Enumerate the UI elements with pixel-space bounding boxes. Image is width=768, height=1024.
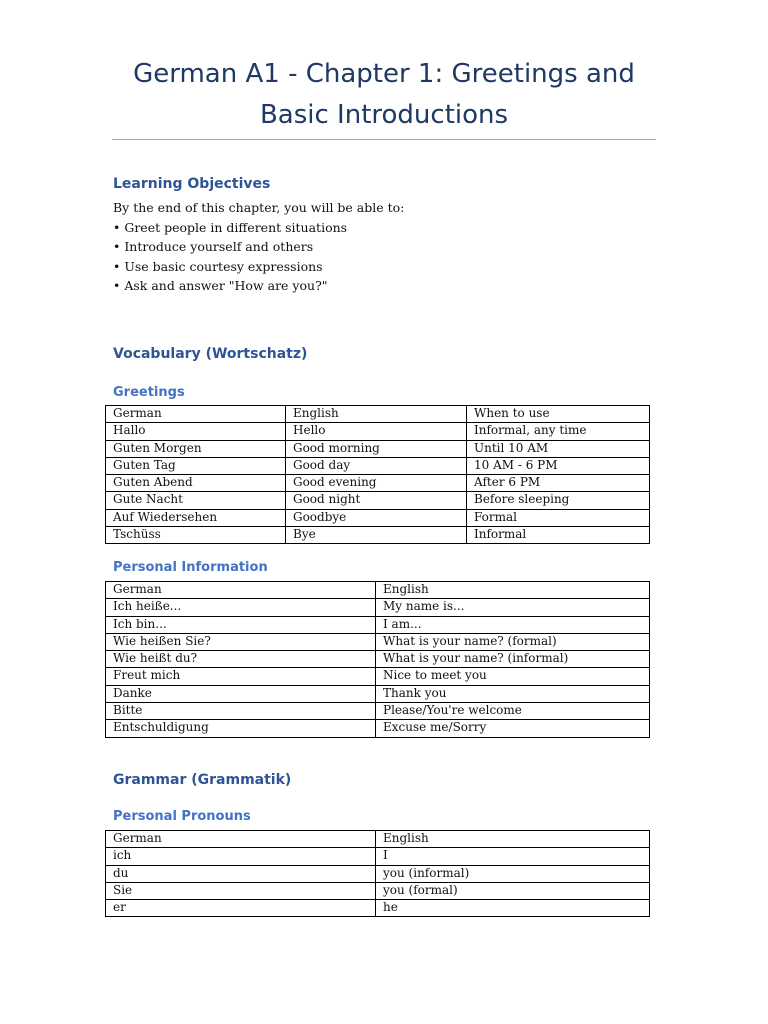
table-cell: German — [106, 406, 286, 423]
table-cell: Excuse me/Sorry — [376, 720, 650, 737]
table-cell: My name is... — [376, 599, 650, 616]
table-cell: Bitte — [106, 703, 376, 720]
table-row — [106, 848, 650, 865]
table-header-row — [106, 582, 650, 599]
table-cell: Formal — [467, 509, 650, 526]
table-cell: Informal — [467, 527, 650, 544]
table-cell: Please/You're welcome — [376, 703, 650, 720]
table-row — [106, 440, 650, 457]
table-cell: Nice to meet you — [376, 668, 650, 685]
table-cell: Bye — [286, 527, 467, 544]
vocabulary-heading: Vocabulary (Wortschatz) — [113, 346, 308, 362]
objective-item: • Use basic courtesy expressions — [113, 258, 323, 274]
table-cell: he — [376, 900, 650, 917]
table-cell: Guten Tag — [106, 457, 286, 474]
table-cell: Hello — [286, 423, 467, 440]
table-row — [106, 616, 650, 633]
table-cell: Entschuldigung — [106, 720, 376, 737]
table-cell: When to use — [467, 406, 650, 423]
table-cell: Ich heiße... — [106, 599, 376, 616]
table-header-row — [106, 831, 650, 848]
table-cell: Guten Morgen — [106, 440, 286, 457]
table-cell: I — [376, 848, 650, 865]
personal-information-table — [105, 581, 650, 738]
table-cell: I am... — [376, 616, 650, 633]
table-row — [106, 633, 650, 650]
table-cell: Good morning — [286, 440, 467, 457]
personal-pronouns-table — [105, 830, 650, 917]
table-cell: Guten Abend — [106, 475, 286, 492]
table-cell: What is your name? (informal) — [376, 651, 650, 668]
table-row — [106, 651, 650, 668]
table-cell: Hallo — [106, 423, 286, 440]
table-cell: Good evening — [286, 475, 467, 492]
table-row — [106, 423, 650, 440]
table-row — [106, 457, 650, 474]
table-row — [106, 509, 650, 526]
objective-item: • Greet people in different situations — [113, 219, 348, 235]
table-row — [106, 882, 650, 899]
greetings-heading: Greetings — [113, 385, 185, 400]
personal-information-heading: Personal Information — [113, 560, 268, 575]
table-cell: German — [106, 582, 376, 599]
table-cell: What is your name? (formal) — [376, 633, 650, 650]
table-cell: Wie heißt du? — [106, 651, 376, 668]
table-row — [106, 668, 650, 685]
table-row — [106, 703, 650, 720]
table-row — [106, 865, 650, 882]
learning-objectives-body — [113, 198, 653, 296]
table-cell: Thank you — [376, 685, 650, 702]
table-cell: Danke — [106, 685, 376, 702]
table-row — [106, 720, 650, 737]
table-cell: Good night — [286, 492, 467, 509]
table-cell: du — [106, 865, 376, 882]
table-cell: Informal, any time — [467, 423, 650, 440]
table-cell: you (informal) — [376, 865, 650, 882]
table-cell: Wie heißen Sie? — [106, 633, 376, 650]
table-cell: English — [376, 831, 650, 848]
table-row — [106, 900, 650, 917]
greetings-table — [105, 405, 650, 544]
grammar-heading: Grammar (Grammatik) — [113, 772, 292, 788]
table-row — [106, 599, 650, 616]
table-cell: you (formal) — [376, 882, 650, 899]
table-cell: Good day — [286, 457, 467, 474]
table-cell: ich — [106, 848, 376, 865]
learning-objectives-heading: Learning Objectives — [113, 176, 271, 192]
table-row — [106, 492, 650, 509]
table-cell: Freut mich — [106, 668, 376, 685]
table-cell: English — [286, 406, 467, 423]
table-cell: Ich bin... — [106, 616, 376, 633]
table-cell: Gute Nacht — [106, 492, 286, 509]
document-title: German A1 - Chapter 1: Greetings and Basic Introductions — [133, 59, 635, 130]
table-cell: er — [106, 900, 376, 917]
table-cell: Before sleeping — [467, 492, 650, 509]
table-cell: Sie — [106, 882, 376, 899]
table-cell: German — [106, 831, 376, 848]
table-cell: Tschüss — [106, 527, 286, 544]
table-cell: Until 10 AM — [467, 440, 650, 457]
table-cell: English — [376, 582, 650, 599]
objective-item: • Introduce yourself and others — [113, 239, 314, 254]
table-header-row — [106, 406, 650, 423]
table-row — [106, 475, 650, 492]
table-cell: After 6 PM — [467, 475, 650, 492]
table-cell: 10 AM - 6 PM — [467, 457, 650, 474]
table-cell: Auf Wiedersehen — [106, 509, 286, 526]
table-cell: Goodbye — [286, 509, 467, 526]
table-row — [106, 527, 650, 544]
personal-pronouns-heading: Personal Pronouns — [113, 809, 251, 824]
objectives-intro: By the end of this chapter, you will be able to: — [113, 200, 405, 215]
table-row — [106, 685, 650, 702]
title-divider — [112, 139, 656, 140]
objective-item: • Ask and answer "How are you?" — [113, 278, 328, 293]
